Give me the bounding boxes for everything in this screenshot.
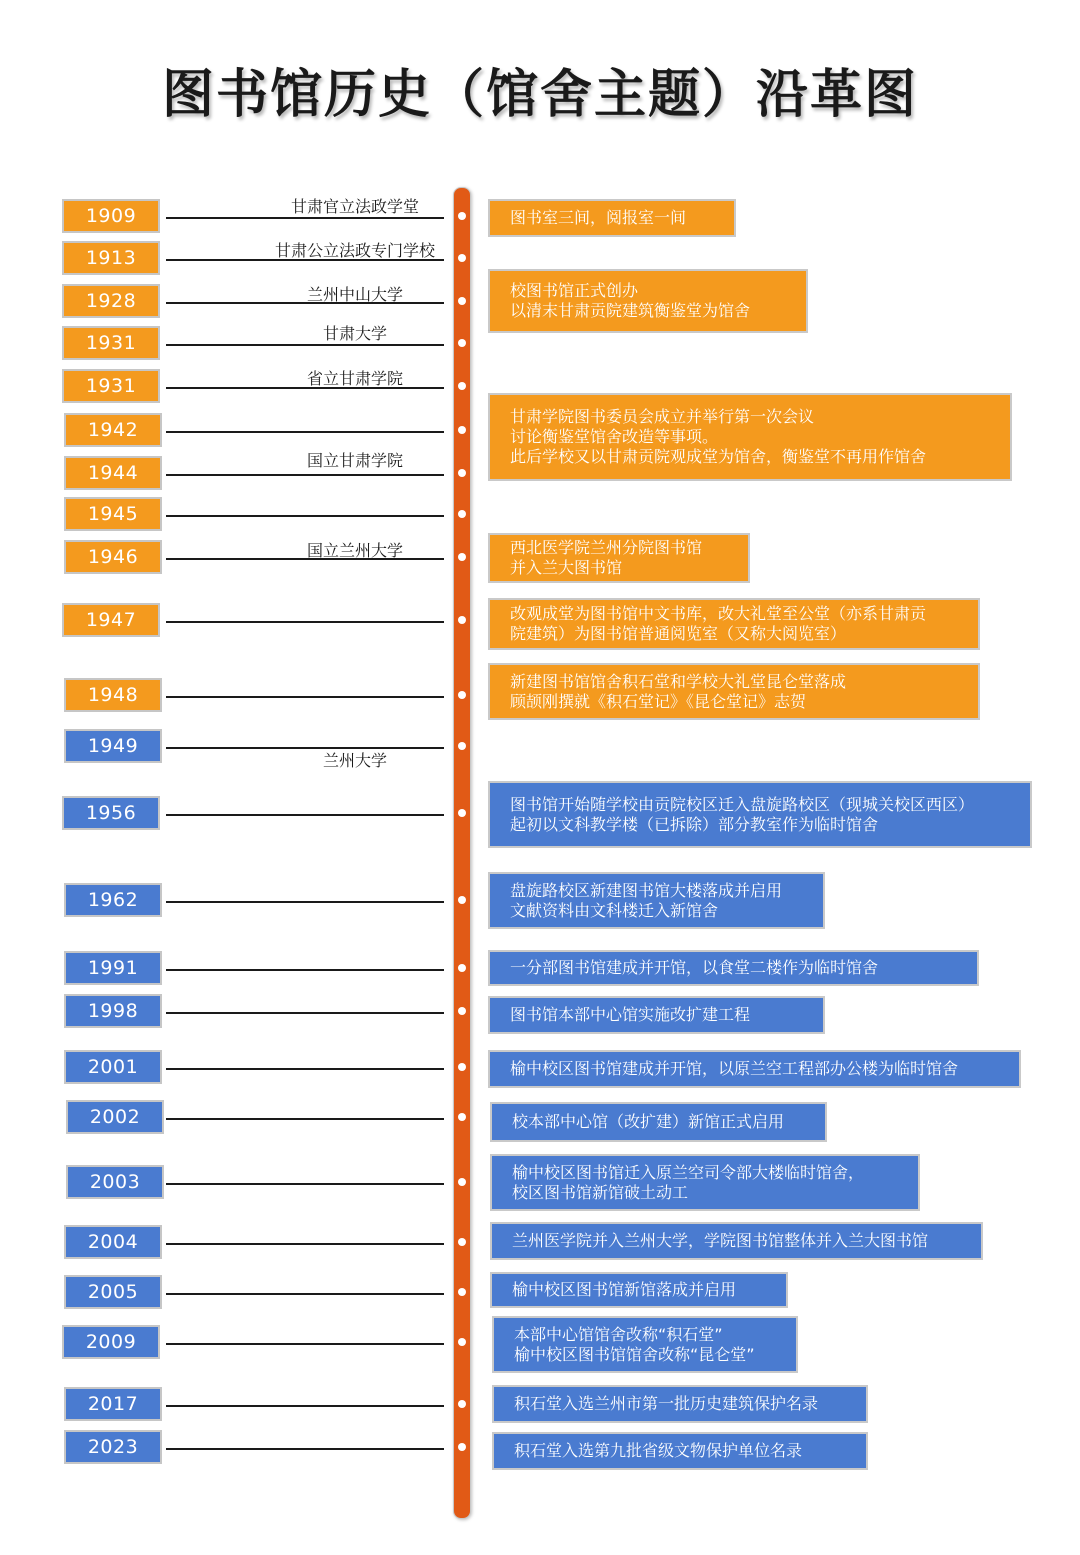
connector-line (166, 1293, 444, 1295)
year-label: 1947 (62, 603, 160, 637)
event-box (488, 872, 825, 929)
event-text: 积石堂入选第九批省级文物保护单位名录 (514, 1441, 803, 1460)
event-text: 榆中校区图书馆迁入原兰空司令部大楼临时馆舍， (512, 1162, 865, 1182)
timeline-dot (458, 1063, 466, 1071)
year-label: 1991 (64, 951, 162, 985)
connector-line (166, 814, 444, 816)
timeline-dot (458, 691, 466, 699)
timeline-dot (458, 1113, 466, 1121)
event-text: 改观成堂为图书馆中文书库，改大礼堂至公堂（亦系甘肃贡 (510, 604, 927, 623)
event-text: 院建筑）为图书馆普通阅览室（又称大阅览室） (510, 624, 847, 643)
connector-line (166, 1012, 444, 1014)
event-box (488, 393, 1012, 481)
event-text: 图书室三间，阅报室一间 (510, 208, 687, 227)
year-label: 2017 (64, 1387, 162, 1421)
timeline-dot (458, 1007, 466, 1015)
event-text: 榆中校区图书馆新馆落成并启用 (512, 1280, 737, 1299)
event-box (488, 996, 825, 1034)
year-label: 2023 (64, 1430, 162, 1464)
connector-line (166, 1118, 444, 1120)
event-text: 西北医学院兰州分院图书馆 (510, 538, 703, 557)
institution-name: 省立甘肃学院 (306, 369, 404, 388)
year-label: 2003 (66, 1165, 164, 1199)
timeline-dot (458, 212, 466, 220)
event-box (492, 1432, 868, 1470)
event-box (492, 1316, 798, 1373)
year-label: 2004 (64, 1225, 162, 1259)
event-text: 讨论衡鉴堂馆舍改造等事项。 (510, 427, 719, 446)
connector-line (166, 1343, 444, 1345)
event-text: 图书馆本部中心馆实施改扩建工程 (510, 1005, 751, 1024)
connector-line (166, 344, 444, 346)
event-text: 以清末甘肃贡院建筑衡鉴堂为馆舍 (510, 301, 751, 320)
year-label: 1944 (64, 456, 162, 490)
connector-line (166, 969, 444, 971)
event-text: 本部中心馆馆舍改称“积石堂” (514, 1324, 723, 1344)
timeline-dot (458, 1443, 466, 1451)
institution-name: 国立兰州大学 (306, 541, 404, 560)
connector-line (166, 431, 444, 433)
timeline-dot (458, 1338, 466, 1346)
year-label: 1945 (64, 497, 162, 531)
institution-name: 甘肃大学 (322, 324, 388, 343)
year-label: 1931 (62, 326, 160, 360)
timeline-dot (458, 742, 466, 750)
year-label: 1956 (62, 796, 160, 830)
year-label: 1998 (64, 994, 162, 1028)
event-box (490, 1102, 827, 1142)
connector-line (166, 1068, 444, 1070)
connector-line (166, 1448, 444, 1450)
event-text: 起初以文科教学楼（已拆除）部分教室作为临时馆舍 (510, 814, 879, 834)
event-box (488, 950, 979, 986)
year-label: 1913 (62, 241, 160, 275)
connector-line (166, 515, 444, 517)
timeline-dot (458, 1178, 466, 1186)
timeline-dot (458, 254, 466, 262)
timeline-dot (458, 1400, 466, 1408)
timeline-dot (458, 964, 466, 972)
event-box (490, 1154, 920, 1211)
event-text: 校本部中心馆（改扩建）新馆正式启用 (512, 1112, 785, 1131)
event-box (488, 1050, 1021, 1088)
year-label: 2001 (64, 1050, 162, 1084)
year-label: 1931 (62, 369, 160, 403)
timeline-dot (458, 510, 466, 518)
connector-line (166, 474, 444, 476)
page-title: 图书馆历史（馆舍主题）沿革图 (161, 65, 918, 125)
event-box (492, 1385, 868, 1423)
event-box (488, 199, 736, 237)
institution-name: 甘肃官立法政学堂 (290, 197, 420, 216)
year-label: 1949 (64, 729, 162, 763)
year-label: 2009 (62, 1325, 160, 1359)
event-text: 顾颉刚撰就《积石堂记》《昆仑堂记》志贺 (510, 691, 807, 711)
year-label: 1946 (64, 540, 162, 574)
event-text: 积石堂入选兰州市第一批历史建筑保护名录 (514, 1394, 819, 1413)
connector-line (166, 1243, 444, 1245)
event-box (488, 269, 808, 333)
year-label: 1948 (64, 678, 162, 712)
event-box (488, 598, 980, 650)
event-text: 榆中校区图书馆建成并开馆，以原兰空工程部办公楼为临时馆舍 (510, 1059, 959, 1078)
timeline-dot (458, 553, 466, 561)
connector-line (166, 747, 444, 749)
event-text: 盘旋路校区新建图书馆大楼落成并启用 (510, 880, 783, 900)
connector-line (166, 1183, 444, 1185)
event-text: 校区图书馆新馆破土动工 (512, 1182, 689, 1202)
timeline-dot (458, 1238, 466, 1246)
institution-name: 国立甘肃学院 (306, 451, 404, 470)
institution-name: 甘肃公立法政专门学校 (274, 241, 436, 260)
year-label: 2005 (64, 1275, 162, 1309)
event-text: 文献资料由文科楼迁入新馆舍 (510, 900, 719, 920)
institution-name: 兰州大学 (322, 751, 388, 770)
timeline-dot (458, 616, 466, 624)
event-text: 图书馆开始随学校由贡院校区迁入盘旋路校区（现城关校区西区） (510, 794, 975, 814)
connector-line (166, 901, 444, 903)
event-box (490, 1222, 983, 1260)
event-text: 一分部图书馆建成并开馆，以食堂二楼作为临时馆舍 (510, 958, 879, 977)
event-text: 并入兰大图书馆 (510, 558, 623, 577)
year-label: 1909 (62, 199, 160, 233)
event-box (490, 1272, 788, 1308)
connector-line (166, 621, 444, 623)
timeline-dot (458, 297, 466, 305)
connector-line (166, 217, 444, 219)
event-text: 此后学校又以甘肃贡院观成堂为馆舍，衡鉴堂不再用作馆舍 (510, 447, 927, 466)
timeline-dot (458, 469, 466, 477)
year-label: 2002 (66, 1100, 164, 1134)
event-text: 榆中校区图书馆馆舍改称“昆仑堂” (514, 1344, 755, 1364)
timeline-dot (458, 382, 466, 390)
timeline-dot (458, 1288, 466, 1296)
year-label: 1942 (64, 413, 162, 447)
institution-name: 兰州中山大学 (306, 285, 404, 304)
timeline-dot (458, 426, 466, 434)
event-box (488, 533, 750, 583)
connector-line (166, 696, 444, 698)
year-label: 1928 (62, 284, 160, 318)
timeline-dot (458, 896, 466, 904)
timeline-dot (458, 339, 466, 347)
event-text: 校图书馆正式创办 (510, 281, 639, 300)
event-text: 新建图书馆馆舍积石堂和学校大礼堂昆仑堂落成 (510, 671, 847, 691)
connector-line (166, 1405, 444, 1407)
event-box (488, 663, 980, 720)
event-box (488, 781, 1032, 848)
event-text: 兰州医学院并入兰州大学，学院图书馆整体并入兰大图书馆 (512, 1231, 929, 1250)
event-text: 甘肃学院图书委员会成立并举行第一次会议 (510, 407, 815, 426)
timeline-dot (458, 809, 466, 817)
year-label: 1962 (64, 883, 162, 917)
